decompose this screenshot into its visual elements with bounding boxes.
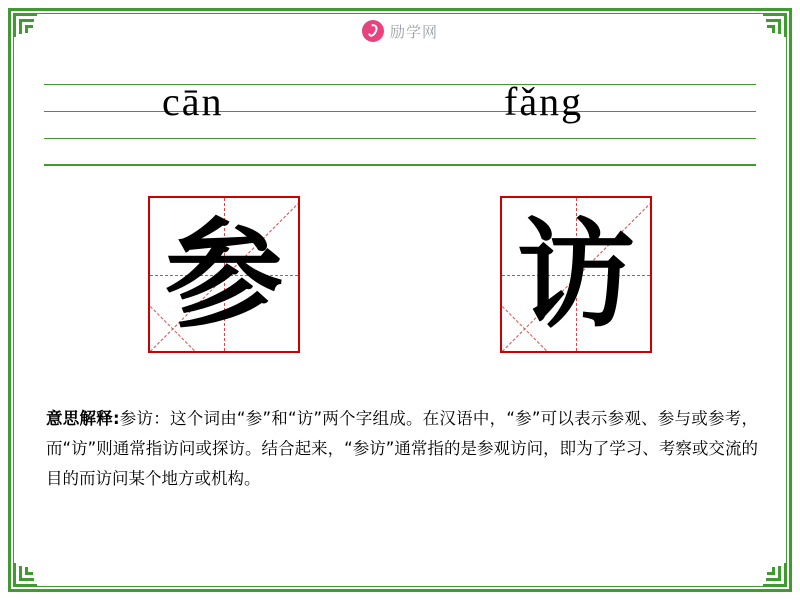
- explanation-text: 参访：这个词由“参”和“访”两个字组成。在汉语中，“参”可以表示参观、参与或参考，而“访”则通常指访问或探访。结合起来，“参访”通常指的是参观访问，即为了学习、考察或交流的目的而访问某个地方或机构。: [46, 409, 758, 488]
- staff-line-3: [44, 138, 756, 139]
- site-logo: [362, 20, 438, 42]
- site-logo-text: 励学网: [389, 23, 439, 41]
- pinyin-syllable-1: cān: [162, 79, 224, 124]
- staff-line-2: [44, 111, 756, 112]
- pinyin-staff: [44, 79, 756, 164]
- staff-line-1: [44, 84, 756, 85]
- corner-ornament-bottom-right-icon: [760, 560, 790, 590]
- corner-ornament-top-left-icon: [10, 10, 40, 40]
- pinyin-syllable-2: fǎng: [504, 79, 584, 124]
- corner-ornament-bottom-left-icon: [10, 560, 40, 590]
- character-glyph-1: 参: [164, 205, 283, 344]
- character-practice-area: [0, 196, 800, 366]
- explanation-label: 意思解释:: [46, 409, 120, 428]
- character-glyph-2: 访: [516, 205, 635, 344]
- character-grid-box-1: [148, 196, 300, 353]
- character-grid-box-2: [500, 196, 652, 353]
- flame-logo-icon: [362, 20, 384, 42]
- corner-ornament-top-right-icon: [760, 10, 790, 40]
- staff-line-4: [44, 164, 756, 166]
- explanation-paragraph: [46, 404, 758, 494]
